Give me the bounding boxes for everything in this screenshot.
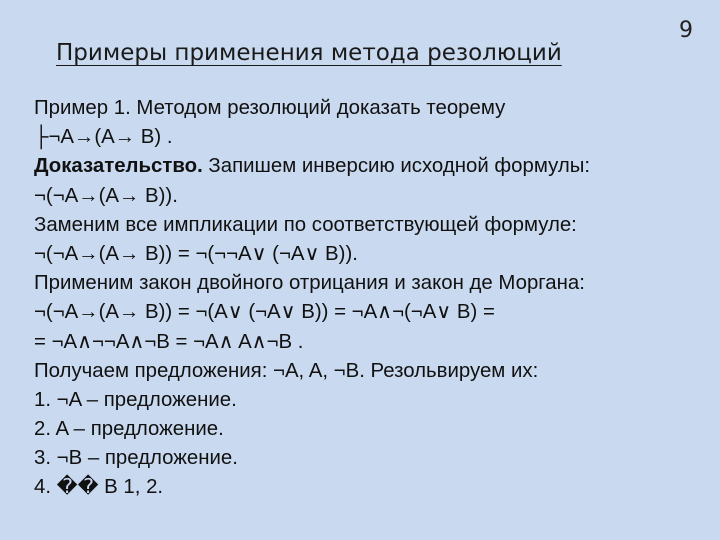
example-intro-line: Пример 1. Методом резолюций доказать теорему — [34, 97, 506, 119]
proof-label: Доказательство. — [34, 155, 203, 178]
inverted-formula-line: ¬(¬A→(A→ B)). — [34, 184, 178, 207]
slide-body — [34, 94, 704, 503]
demorgan-intro-line: Применим закон двойного отрицания и закон де Моргана: — [34, 272, 585, 295]
clause-item-1: 1. ¬A – предложение. — [34, 388, 237, 411]
slide-title: Примеры применения метода резолюций — [56, 40, 562, 66]
simplified-formula-line: = ¬A∧¬¬A∧¬B = ¬A∧ A∧¬B . — [34, 330, 304, 353]
implication-formula-line: ¬(¬A→(A→ B)) = ¬(¬¬A∨ (¬A∨ B)). — [34, 242, 358, 265]
proof-heading-text: Запишем инверсию исходной формулы: — [202, 155, 591, 178]
slide-number: 9 — [679, 18, 693, 43]
clause-item-3: 3. ¬B – предложение. — [34, 447, 238, 470]
clauses-intro-line: Получаем предложения: ¬A, A, ¬B. Резольвируем их: — [34, 359, 539, 382]
theorem-formula-line: ├¬A→(A→ B) . — [34, 126, 173, 149]
clause-item-4: 4. �� B 1, 2. — [34, 476, 164, 499]
demorgan-formula-line: ¬(¬A→(A→ B)) = ¬(A∨ (¬A∨ B)) = ¬A∧¬(¬A∨ B) = — [34, 301, 495, 324]
clause-item-2: 2. A – предложение. — [34, 418, 224, 441]
implication-replace-line: Заменим все импликации по соответствующей формуле: — [34, 213, 577, 236]
proof-heading-line — [34, 152, 704, 181]
